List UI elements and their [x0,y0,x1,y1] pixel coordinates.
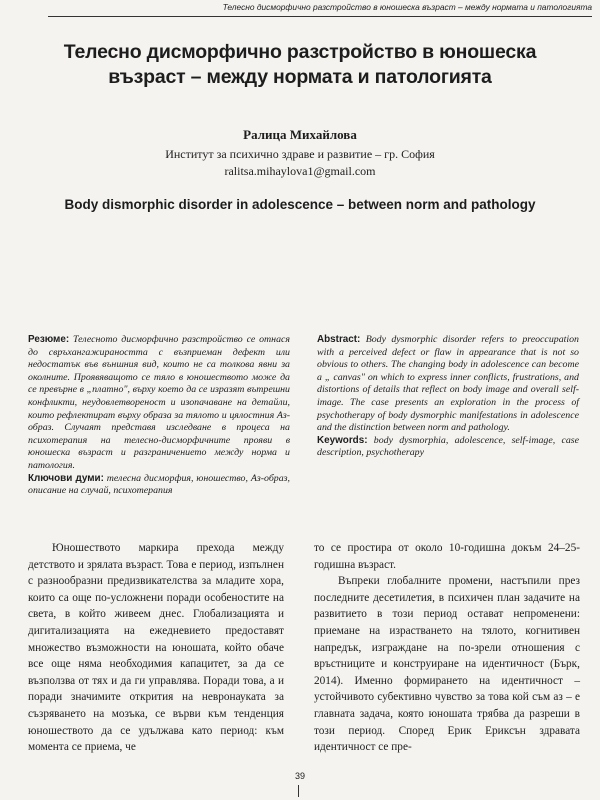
body-paragraph-1-continued: то се простира от около 10-годишна докъм 24–25-годишна възраст. [314,542,580,571]
abstract-en-paragraph [317,334,579,435]
running-header-text: Телесно дисморфично разстройство в юношеска възраст – между нормата и патологията [222,2,592,12]
keywords-bg-text: телесна дисморфия, юношество, Аз-образ, описание на случай, психотерапия [28,472,290,497]
abstract-bg-text: Телесното дисморфично разстройство се отнася до свръхангажираността с възприеман дефект или недостатък във външния вид, които не са толкова явни за околните. Проявяващото се тяло в юношеството може да се превърне в „платно", върху което да се изразят вътрешни конфликти, неудовлетвореност и изопачаване на детайли, които рефлектират върху образа за тялото и цялостния Аз-образ. Случаят представя изследване в процеса на психотерапия на телесно-дисморфичните прояви в юношеска възраст и разграничението между норма и патология. [28,334,290,471]
author-email: ralitsa.mihaylova1@gmail.com [224,164,376,178]
author-name: Ралица Михайлова [243,127,357,142]
author-affiliation-block [0,146,600,180]
page-number: 39 [294,771,305,781]
body-column-left [28,540,284,756]
keywords-en [317,435,579,460]
keywords-bg-label: Ключови думи: [28,472,104,484]
article-title-line-1: Телесно дисморфично разстройство в юношеска [63,41,537,63]
abstract-english [317,334,579,460]
keywords-bg [28,473,290,498]
author-affiliation: Институт за психично здраве и развитие – гр. София [165,147,435,161]
abstract-en-label: Abstract: [317,334,361,345]
keywords-en-label: Keywords: [317,434,368,446]
english-title: Body dismorphic disorder in adolescence – between norm and pathology [64,197,536,212]
abstract-bg-label: Резюме: [28,334,70,345]
abstract-bulgarian [28,334,290,498]
abstract-bg-paragraph [28,334,290,473]
keywords-en-text: body dysmorphia, adolescence, self-image, case description, psychotherapy [317,434,579,459]
article-title-line-2: възраст – между нормата и патологията [108,66,492,88]
running-header [48,2,592,17]
body-paragraph-2: Въпреки глобалните промени, настъпили през последните десетилетия, в психичен план задачите на развитието в този период остават непроменени: приемане на израстването на тялото, когнитивен напредък, изграждане на по-зрели отношения с връстниците и конструиране на идентичност (Бърк, 2014). Именно формирането на идентичност – устойчивото субективно чувство за това кой съм аз – е главната задача, която юношата трябва да разреши в този период. Според Ерик Ериксън здравата идентичност се пре- [314,575,580,754]
abstract-en-text: Body dysmorphic disorder refers to preoccupation with a perceived defect or flaw in appearance that is not so obvious to others. The changing body in adolescence can become a „ canvas" on which to express inner conflicts, frustrations, and distortions of details that reflect on body image and overall self-image. The case presents an exploration in the process of psychotherapy of body dysmorphic manifestations in adolescence and the distinction between norm and pathology. [317,334,579,434]
article-title [24,40,576,90]
body-paragraph-1: Юношеството маркира прехода между детството и зрялата възраст. Това е период, изпълнен с разнообразни предизвикателства за младите хора, които са още по-усложнени поради особеностите на света, в който живеем днес. Глобализацията и дигитализацията на ежедневието предоставят множество възможности на юношата, който обаче все още няма необходимия капацитет, за да се възползва от тях и да ги управлява. Поради това, а и поради значимите открития на невронауката за съзряването на мозъка, се върви към тенденция юношеството да се удължава като период: към момента се приема, че [28,542,284,754]
page-number-rule [298,785,299,797]
body-column-right [314,540,580,756]
